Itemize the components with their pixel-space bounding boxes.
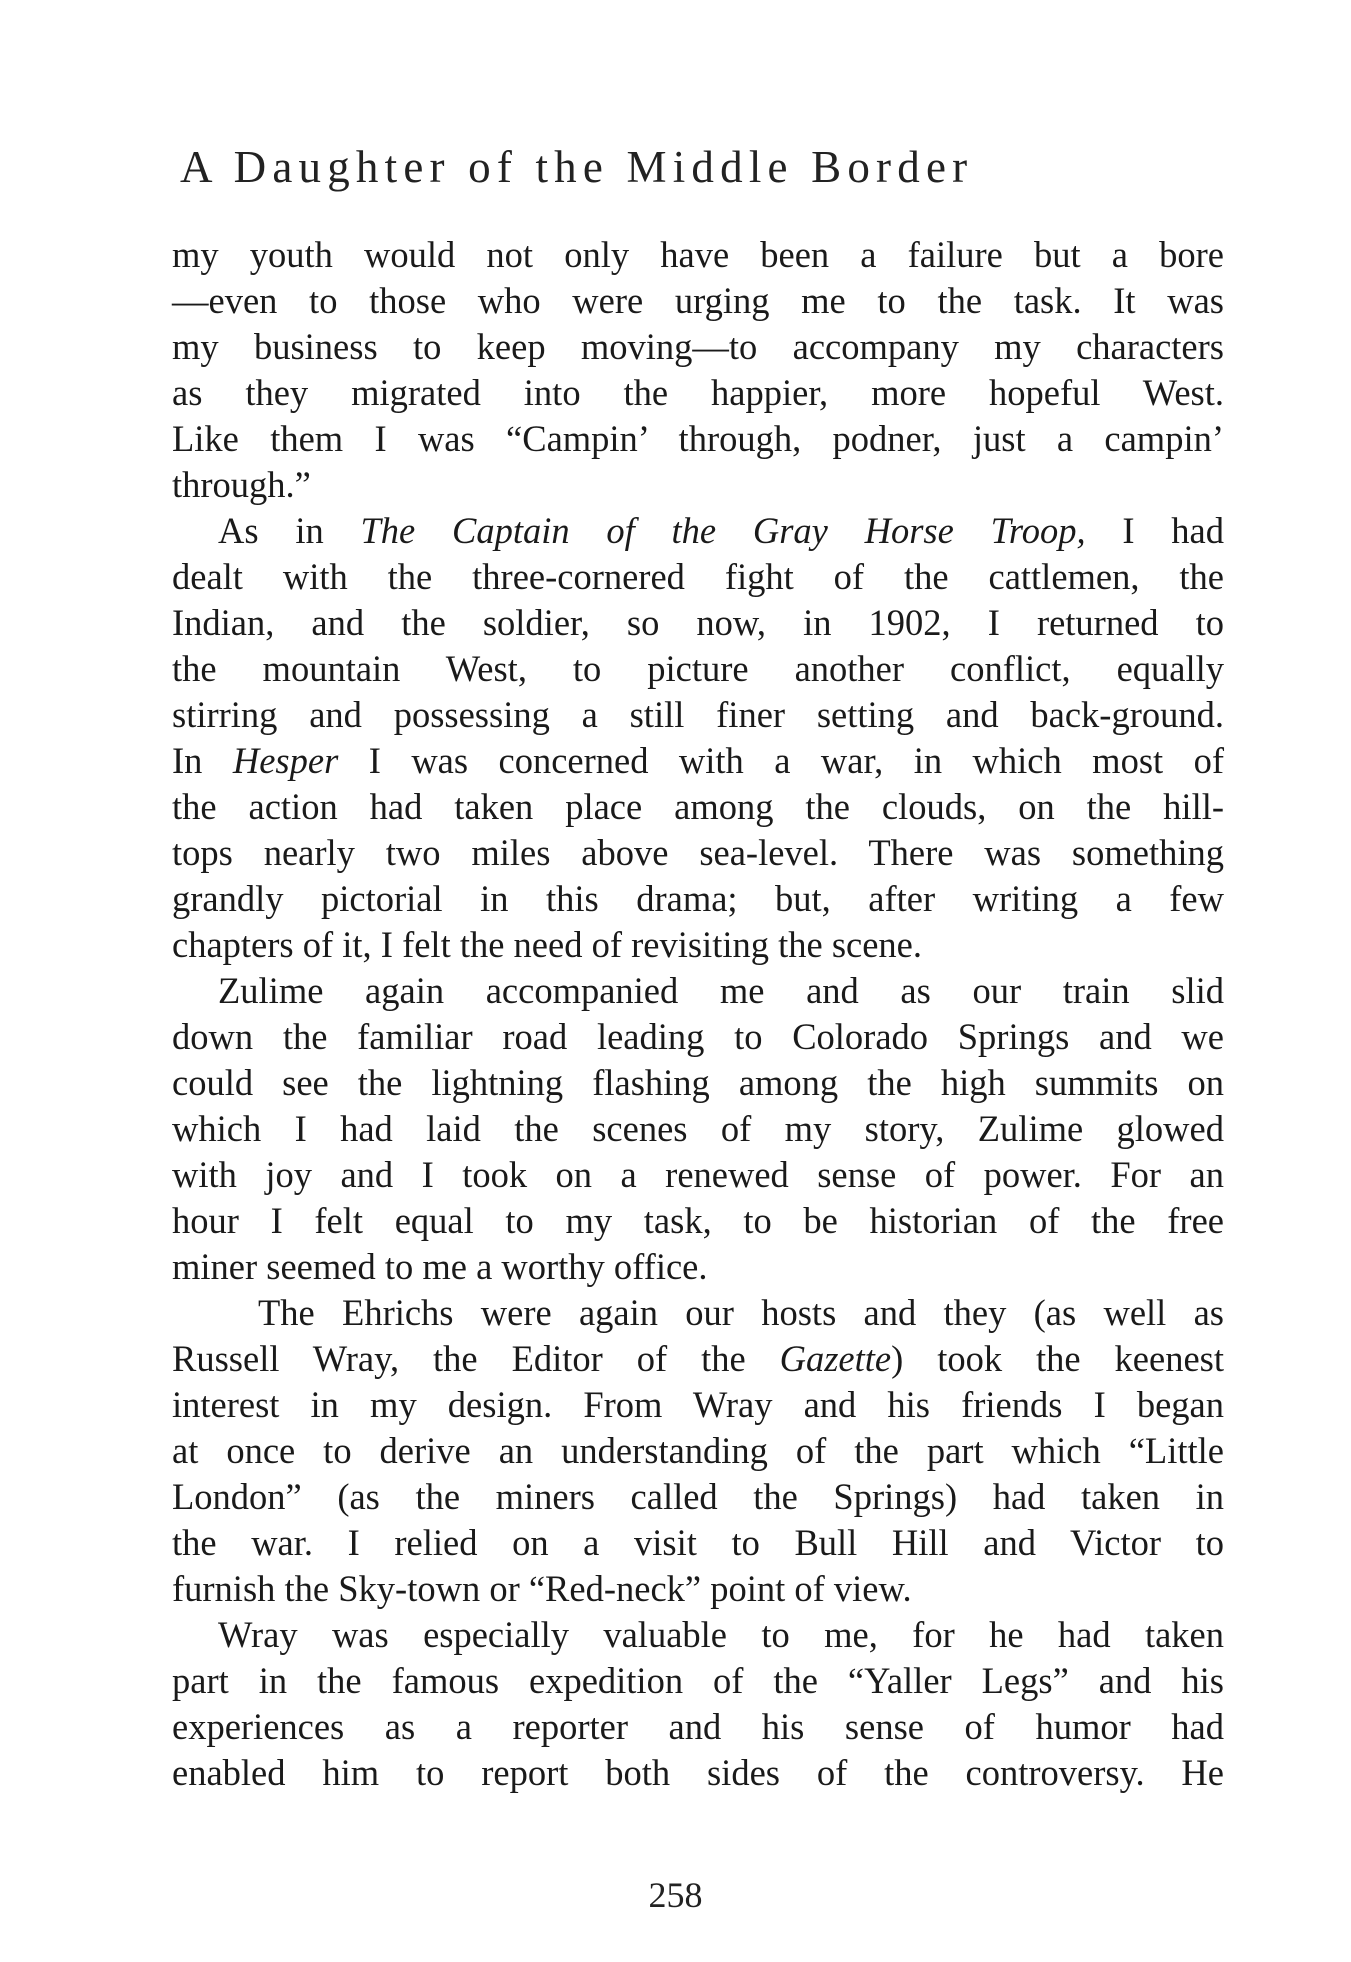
text-line: could see the lightning flashing among the high summits on: [172, 1062, 1224, 1103]
text-line: the action had taken place among the clouds, on the hill-: [172, 786, 1224, 827]
text-line: Like them I was “Campin’ through, podner, just a campin’: [172, 418, 1224, 459]
text-line: —even to those who were urging me to the task. It was: [172, 280, 1224, 321]
text-line: with joy and I took on a renewed sense of power. For an: [172, 1154, 1224, 1195]
page-number: 258: [648, 1875, 703, 1915]
text-line: Zulime again accompanied me and as our train slid: [218, 970, 1224, 1011]
text-segment: Russell Wray, the Editor of the: [172, 1338, 780, 1379]
book-title-captain: The Captain of the Gray Horse Troop,: [360, 510, 1086, 551]
book-title-hesper: Hesper: [232, 740, 339, 781]
text-line: grandly pictorial in this drama; but, after writing a few: [172, 878, 1224, 919]
text-line: Indian, and the soldier, so now, in 1902, I returned to: [172, 602, 1224, 643]
text-segment: I was concerned with a war, in which most of: [338, 740, 1225, 781]
running-title: A Daughter of the Middle Border: [180, 142, 974, 192]
periodical-title-gazette: Gazette: [779, 1338, 892, 1379]
text-line: stirring and possessing a still finer setting and back-ground.: [172, 694, 1224, 735]
text-line: enabled him to report both sides of the controversy. He: [172, 1752, 1224, 1793]
text-line: [172, 508, 1224, 554]
text-line: London” (as the miners called the Springs) had taken in: [172, 1476, 1224, 1517]
text-line: hour I felt equal to my task, to be historian of the free: [172, 1200, 1224, 1241]
text-line: as they migrated into the happier, more hopeful West.: [172, 372, 1224, 413]
text-line: through.”: [172, 464, 311, 505]
body-text: [172, 232, 1224, 1796]
text-segment: I had: [1085, 510, 1224, 551]
text-segment: In: [172, 740, 233, 781]
text-line: down the familiar road leading to Colorado Springs and we: [172, 1016, 1224, 1057]
text-line: chapters of it, I felt the need of revisiting the scene.: [172, 924, 922, 965]
text-segment: ) took the keenest: [891, 1338, 1224, 1379]
text-line: dealt with the three-cornered fight of the cattlemen, the: [172, 556, 1224, 597]
text-line: furnish the Sky-town or “Red-neck” point of view.: [172, 1568, 912, 1609]
text-line: miner seemed to me a worthy office.: [172, 1246, 708, 1287]
text-line: which I had laid the scenes of my story, Zulime glowed: [172, 1108, 1224, 1149]
text-line: the mountain West, to picture another conflict, equally: [172, 648, 1224, 689]
text-line: my youth would not only have been a failure but a bore: [172, 234, 1224, 275]
text-line: Wray was especially valuable to me, for he had taken: [218, 1614, 1224, 1655]
text-line: my business to keep moving—to accompany my characters: [172, 326, 1224, 367]
text-line: at once to derive an understanding of the part which “Little: [172, 1430, 1224, 1471]
text-line: tops nearly two miles above sea-level. There was something: [172, 832, 1224, 873]
text-line: part in the famous expedition of the “Yaller Legs” and his: [172, 1660, 1224, 1701]
text-line: The Ehrichs were again our hosts and they (as well as: [258, 1292, 1224, 1333]
text-line: the war. I relied on a visit to Bull Hill and Victor to: [172, 1522, 1224, 1563]
text-line: [172, 1336, 1224, 1382]
text-line: [172, 738, 1224, 784]
text-line: interest in my design. From Wray and his friends I began: [172, 1384, 1224, 1425]
text-line: experiences as a reporter and his sense of humor had: [172, 1706, 1224, 1747]
text-segment: As in: [218, 510, 361, 551]
